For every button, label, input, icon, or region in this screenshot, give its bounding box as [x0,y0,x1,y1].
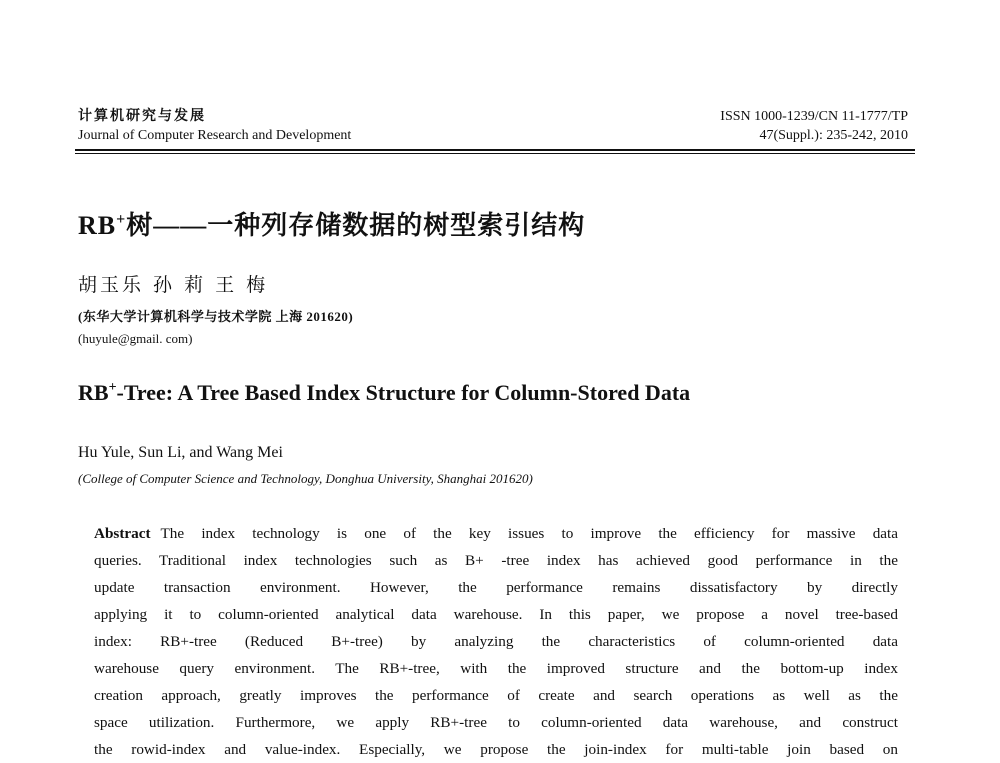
abstract-line: the rowid-index and value-index. Especially, we propose the join-index for multi-table join based on [94,741,898,758]
abstract-line: index: RB+-tree (Reduced B+-tree) by analyzing the characteristics of column-oriented data [94,633,898,650]
header-rule-thin [75,153,915,154]
journal-name-cn: 计算机研究与发展 [78,109,206,124]
abstract-line-text: The index technology is one of the key issues to improve the efficiency for massive data [160,525,898,542]
abstract-line: warehouse query environment. The RB+-tree, with the improved structure and the bottom-up index [94,660,898,677]
authors-cn: 胡玉乐 孙 莉 王 梅 [78,274,269,296]
authors-en: Hu Yule, Sun Li, and Wang Mei [78,444,283,461]
title-cn-rest: 树——一种列存储数据的树型索引结构 [126,211,586,240]
title-en-rest: -Tree: A Tree Based Index Structure for Column-Stored Data [116,380,691,405]
abstract-line [94,520,898,547]
abstract-paragraph [94,520,898,763]
abstract-line: creation approach, greatly improves the performance of create and search operations as well as the [94,687,898,704]
title-en-prefix: RB [78,380,109,405]
volume-info: 47(Suppl.): 235-242, 2010 [759,128,908,143]
journal-name-en: Journal of Computer Research and Development [78,128,352,143]
abstract-keyword: Abstract [94,525,151,542]
journal-header-left [78,108,351,146]
abstract-line: applying it to column-oriented analytical data warehouse. In this paper, we propose a novel tree-based [94,606,898,623]
affiliation-en: (College of Computer Science and Technology, Donghua University, Shanghai 201620) [78,471,533,486]
title-cn-sup: + [116,211,127,228]
title-en-sup: + [108,380,117,395]
title-cn-prefix: RB [78,211,117,240]
abstract-line: update transaction environment. However, the performance remains dissatisfactory by directly [94,579,898,596]
abstract-line: queries. Traditional index technologies such as B+ -tree index has achieved good performance in the [94,552,898,569]
affiliation-cn: (东华大学计算机科学与技术学院 上海 201620) [78,309,354,324]
author-email: (huyule@gmail. com) [78,331,193,346]
journal-header-right [720,108,908,146]
title-cn [78,205,585,242]
abstract-line: space utilization. Furthermore, we apply RB+-tree to column-oriented data warehouse, and construct [94,714,898,731]
issn-text: ISSN 1000-1239/CN 11-1777/TP [720,109,908,124]
title-en [78,380,690,406]
header-rule-thick [75,149,915,151]
